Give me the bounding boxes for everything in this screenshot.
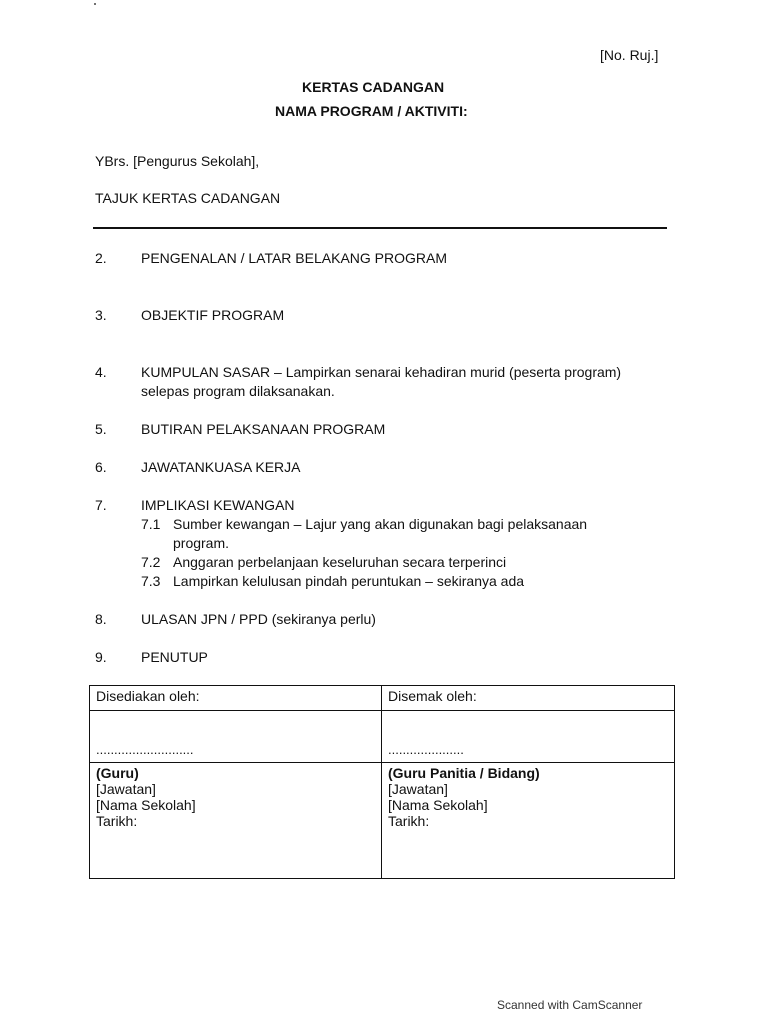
signature-line: ..................... [388,742,464,757]
prepared-by-details [90,763,382,879]
section-heading: JAWATANKUASA KERJA [141,459,301,475]
reviewer-role: (Guru Panitia / Bidang) [388,765,540,781]
proposal-title: TAJUK KERTAS CADANGAN [95,190,281,206]
subsection-number: 7.3 [141,573,161,589]
title-underline [93,227,667,229]
subsection-text: Anggaran perbelanjaan keseluruhan secara terperinci [173,554,507,570]
signer-date: Tarikh: [96,813,138,829]
reviewed-by-header [382,686,675,711]
section-heading: ULASAN JPN / PPD (sekiranya perlu) [141,611,376,627]
scan-speck [94,3,96,5]
reviewed-by-signature-cell [382,711,675,763]
document-title: KERTAS CADANGAN [302,79,445,95]
section-heading: OBJEKTIF PROGRAM [141,307,285,323]
signer-role: (Guru) [96,765,139,781]
subsection-text: Lampirkan kelulusan pindah peruntukan – sekiranya ada [173,573,525,589]
section-heading: PENGENALAN / LATAR BELAKANG PROGRAM [141,250,448,266]
section-heading: PENUTUP [141,649,208,665]
prepared-by-label: Disediakan oleh: [96,688,200,704]
section-number: 9. [95,649,107,665]
addressee: YBrs. [Pengurus Sekolah], [95,153,260,169]
subsection-number: 7.2 [141,554,161,570]
reviewer-position: [Jawatan] [388,781,448,797]
signer-position: [Jawatan] [96,781,156,797]
signature-line: ........................... [96,742,194,757]
section-heading: KUMPULAN SASAR – Lampirkan senarai kehadiran murid (peserta program) [141,364,622,380]
section-text-continued: selepas program dilaksanakan. [141,383,335,399]
subsection-text-continued: program. [173,535,230,551]
reviewer-date: Tarikh: [388,813,430,829]
scanner-watermark: Scanned with CamScanner [497,998,643,1012]
section-number: 2. [95,250,107,266]
section-number: 6. [95,459,107,475]
subsection-number: 7.1 [141,516,161,532]
reviewer-school: [Nama Sekolah] [388,797,488,813]
program-name-label: NAMA PROGRAM / AKTIVITI: [275,103,468,119]
section-number: 7. [95,497,107,513]
signer-school: [Nama Sekolah] [96,797,196,813]
section-number: 4. [95,364,107,380]
reviewed-by-label: Disemak oleh: [388,688,477,704]
reference-number: [No. Ruj.] [600,47,659,63]
section-number: 8. [95,611,107,627]
section-heading: IMPLIKASI KEWANGAN [141,497,295,513]
prepared-by-header [90,686,382,711]
subsection-text: Sumber kewangan – Lajur yang akan digunakan bagi pelaksanaan [173,516,588,532]
section-heading: BUTIRAN PELAKSANAAN PROGRAM [141,421,386,437]
reviewed-by-details [382,763,675,879]
signature-table [89,685,675,879]
section-number: 5. [95,421,107,437]
section-number: 3. [95,307,107,323]
prepared-by-signature-cell [90,711,382,763]
